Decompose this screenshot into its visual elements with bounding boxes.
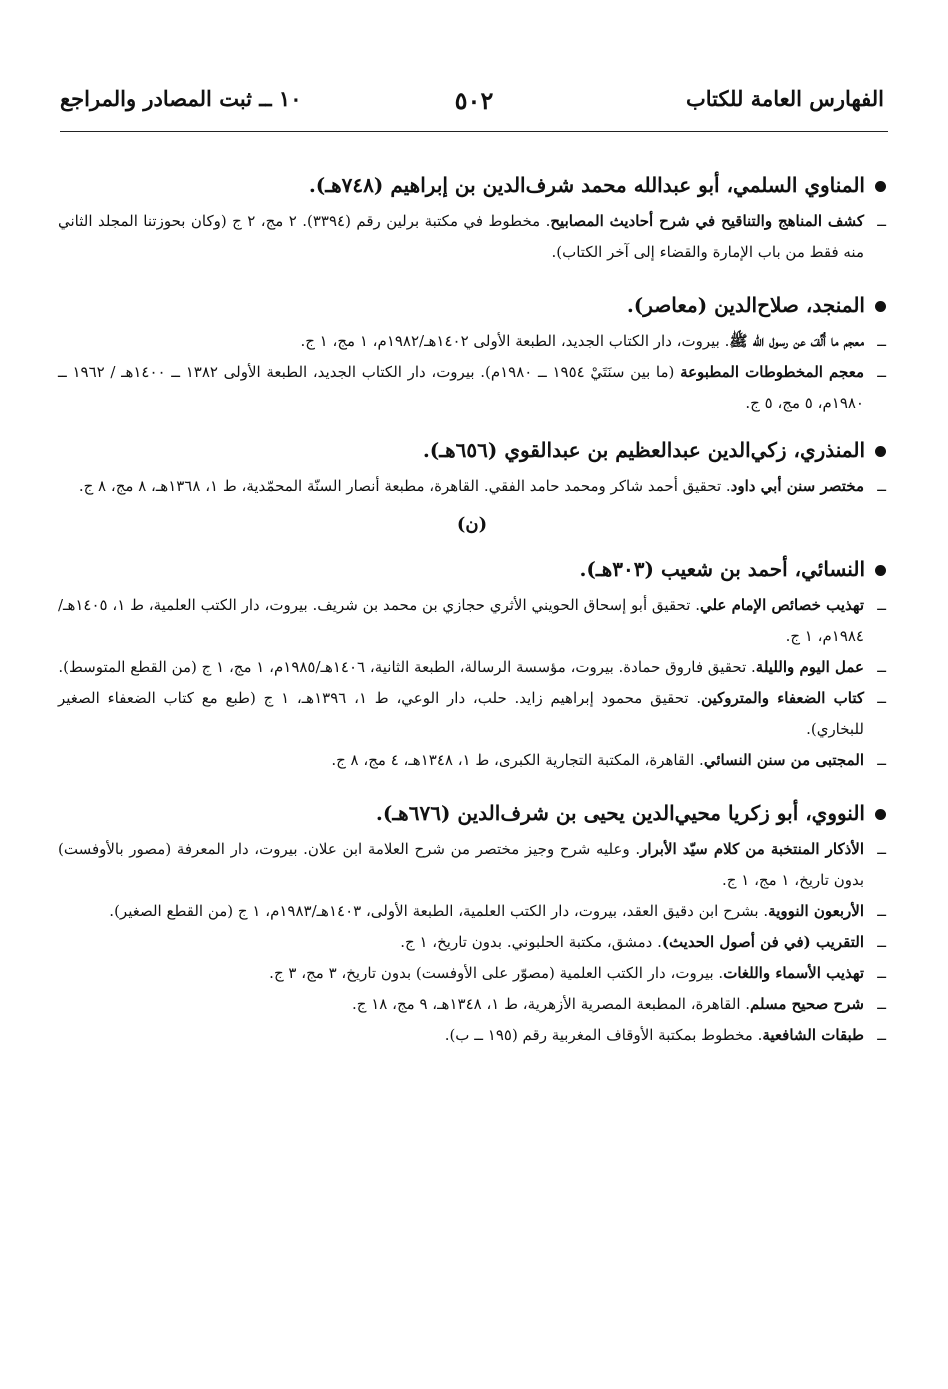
- entry-details: . تحقيق محمود إبراهيم زايد. حلب، دار الوعي، ط ١، ١٣٩٦هـ، ١ ج (طبع مع كتاب الضعفاء الصغير للبخاري).: [58, 689, 864, 738]
- entry-details: . بيروت، دار الكتب العلمية (مصوّر على الأوفست) بدون تاريخ، ٣ مج، ٣ ج.: [269, 964, 724, 982]
- entry-details: . مخطوط في مكتبة برلين رقم (٣٣٩٤). ٢ مج، ٢ ج (وكان بحوزتنا المجلد الثاني منه فقط من باب الإمارة والقضاء إلى آخر الكتاب).: [58, 212, 864, 261]
- author-name: النووي، أبو زكريا محيي‌الدين يحيى بن شرف‌الدين (٦٧٦هـ).: [375, 801, 865, 825]
- bibliography-entry: [58, 652, 886, 683]
- header-rule: [60, 131, 888, 132]
- entry-details: . بيروت، دار الكتاب الجديد، الطبعة الأولى ١٤٠٢هـ/١٩٨٢م، ١ مج، ١ ج.: [300, 332, 730, 350]
- dash-marker: ــ: [877, 596, 886, 614]
- author-heading: [58, 552, 886, 586]
- dash-marker: ــ: [877, 332, 886, 350]
- author-heading: [58, 796, 886, 830]
- alphabet-section-letter: (ن): [456, 514, 488, 535]
- dash-marker: ــ: [877, 363, 886, 381]
- dash-marker: ــ: [877, 995, 886, 1013]
- entry-details: . دمشق، مكتبة الحلبوني. بدون تاريخ، ١ ج.: [400, 933, 662, 951]
- entry-details: . وعليه شرح وجيز مختصر من شرح العلامة ابن علان. بيروت، دار المعرفة (مصور بالأوفست) بدون تاريخ، ١ مج، ١ ج.: [58, 840, 864, 889]
- bibliography-entry: [58, 590, 886, 652]
- entry-details: . بشرح ابن دقيق العقد، بيروت، دار الكتب العلمية، الطبعة الأولى، ١٤٠٣هـ/١٩٨٣م، ١ ج (من القطع الصغير).: [109, 902, 769, 920]
- entry-details: . تحقيق فاروق حمادة. بيروت، مؤسسة الرسالة، الطبعة الثانية، ١٤٠٦هـ/١٩٨٥م، ١ مج، ١ ج (من القطع المتوسط).: [58, 658, 756, 676]
- running-header-title: الفهارس العامة للكتاب: [685, 86, 884, 111]
- dash-marker: ــ: [877, 477, 886, 495]
- entry-title: تهذيب خصائص الإمام علي: [699, 596, 865, 614]
- entry-title: معجم المخطوطات المطبوعة: [680, 363, 864, 381]
- author-heading: [58, 288, 886, 322]
- bullet-icon: [875, 809, 886, 820]
- bullet-icon: [875, 446, 886, 457]
- entry-title: شرح صحيح مسلم: [750, 995, 864, 1013]
- bullet-icon: [875, 565, 886, 576]
- author-heading: [58, 433, 886, 467]
- dash-marker: ــ: [877, 902, 886, 920]
- entry-details: (ما بين سنَتَيْ ١٩٥٤ ــ ١٩٨٠م). بيروت، دار الكتاب الجديد، الطبعة الأولى ١٣٨٢ ــ ١٤٠٠هـ / ١٩٦٢ ــ ١٩٨٠م، ٥ مج، ٥ ج.: [58, 363, 864, 412]
- bibliography-entry: [58, 326, 886, 357]
- dash-marker: ــ: [877, 1026, 886, 1044]
- dash-marker: ــ: [877, 933, 886, 951]
- entry-title: التقريب (في فن أصول الحديث): [661, 933, 864, 951]
- bibliography-content: [58, 168, 886, 1051]
- entry-details: . تحقيق أبو إسحاق الحويني الأثري حجازي بن محمد بن شريف. بيروت، دار الكتب العلمية، ط ١، ١٤٠٥هـ/ ١٩٨٤م، ١ ج.: [58, 596, 864, 645]
- bullet-icon: [875, 301, 886, 312]
- author-name: المنذري، زكي‌الدين عبدالعظيم بن عبدالقوي (٦٥٦هـ).: [422, 438, 865, 462]
- entry-details: . القاهرة، المطبعة المصرية الأزهرية، ط ١، ١٣٤٨هـ، ٩ مج، ١٨ ج.: [352, 995, 751, 1013]
- bibliography-entry: [58, 206, 886, 268]
- entry-title: طبقات الشافعية: [762, 1026, 864, 1044]
- entry-title: عمل اليوم والليلة: [755, 658, 864, 676]
- bibliography-entry: [58, 927, 886, 958]
- bibliography-entry: [58, 989, 886, 1020]
- bibliography-entry: [58, 471, 886, 502]
- entry-title: معجم ما أُلِّفَ عن رسول الله ﷺ: [729, 332, 864, 350]
- entry-title: المجتبى من سنن النسائي: [703, 751, 864, 769]
- dash-marker: ــ: [877, 658, 886, 676]
- entry-title: كشف المناهج والتناقيح في شرح أحاديث المصابيح: [550, 212, 864, 230]
- author-heading: [58, 168, 886, 202]
- bibliography-entry: [58, 357, 886, 419]
- dash-marker: ــ: [877, 689, 886, 707]
- dash-marker: ــ: [877, 751, 886, 769]
- dash-marker: ــ: [877, 964, 886, 982]
- bullet-icon: [875, 181, 886, 192]
- entry-title: كتاب الضعفاء والمتروكين: [701, 689, 864, 707]
- bibliography-entry: [58, 896, 886, 927]
- page-number: ٥٠٢: [454, 86, 494, 115]
- author-name: المنجد، صلاح‌الدين (معاصر).: [626, 293, 865, 317]
- entry-title: مختصر سنن أبي داود: [730, 477, 864, 495]
- running-header-chapter: ١٠ ــ ثبت المصادر والمراجع: [60, 86, 302, 111]
- entry-title: الأذكار المنتخبة من كلام سيّد الأبرار: [640, 840, 864, 858]
- bibliography-entry: [58, 834, 886, 896]
- bibliography-entry: [58, 683, 886, 745]
- entry-details: . مخطوط بمكتبة الأوقاف المغربية رقم (١٩٥ ــ ب).: [444, 1026, 763, 1044]
- dash-marker: ــ: [877, 212, 886, 230]
- bibliography-entry: [58, 1020, 886, 1051]
- entry-title: الأربعون النووية: [768, 902, 864, 920]
- dash-marker: ــ: [877, 840, 886, 858]
- bibliography-entry: [58, 745, 886, 776]
- entry-title: تهذيب الأسماء واللغات: [723, 964, 864, 982]
- bibliography-entry: [58, 958, 886, 989]
- author-name: المناوي السلمي، أبو عبدالله محمد شرف‌الدين بن إبراهيم (٧٤٨هـ).: [308, 173, 865, 197]
- entry-details: . تحقيق أحمد شاكر ومحمد حامد الفقي. القاهرة، مطبعة أنصار السنّة المحمّدية، ط ١، ١٣٦٨هـ، ٨ مج، ٨ ج.: [78, 477, 731, 495]
- author-name: النسائي، أحمد بن شعيب (٣٠٣هـ).: [579, 557, 865, 581]
- entry-details: . القاهرة، المكتبة التجارية الكبرى، ط ١، ١٣٤٨هـ، ٤ مج، ٨ ج.: [331, 751, 704, 769]
